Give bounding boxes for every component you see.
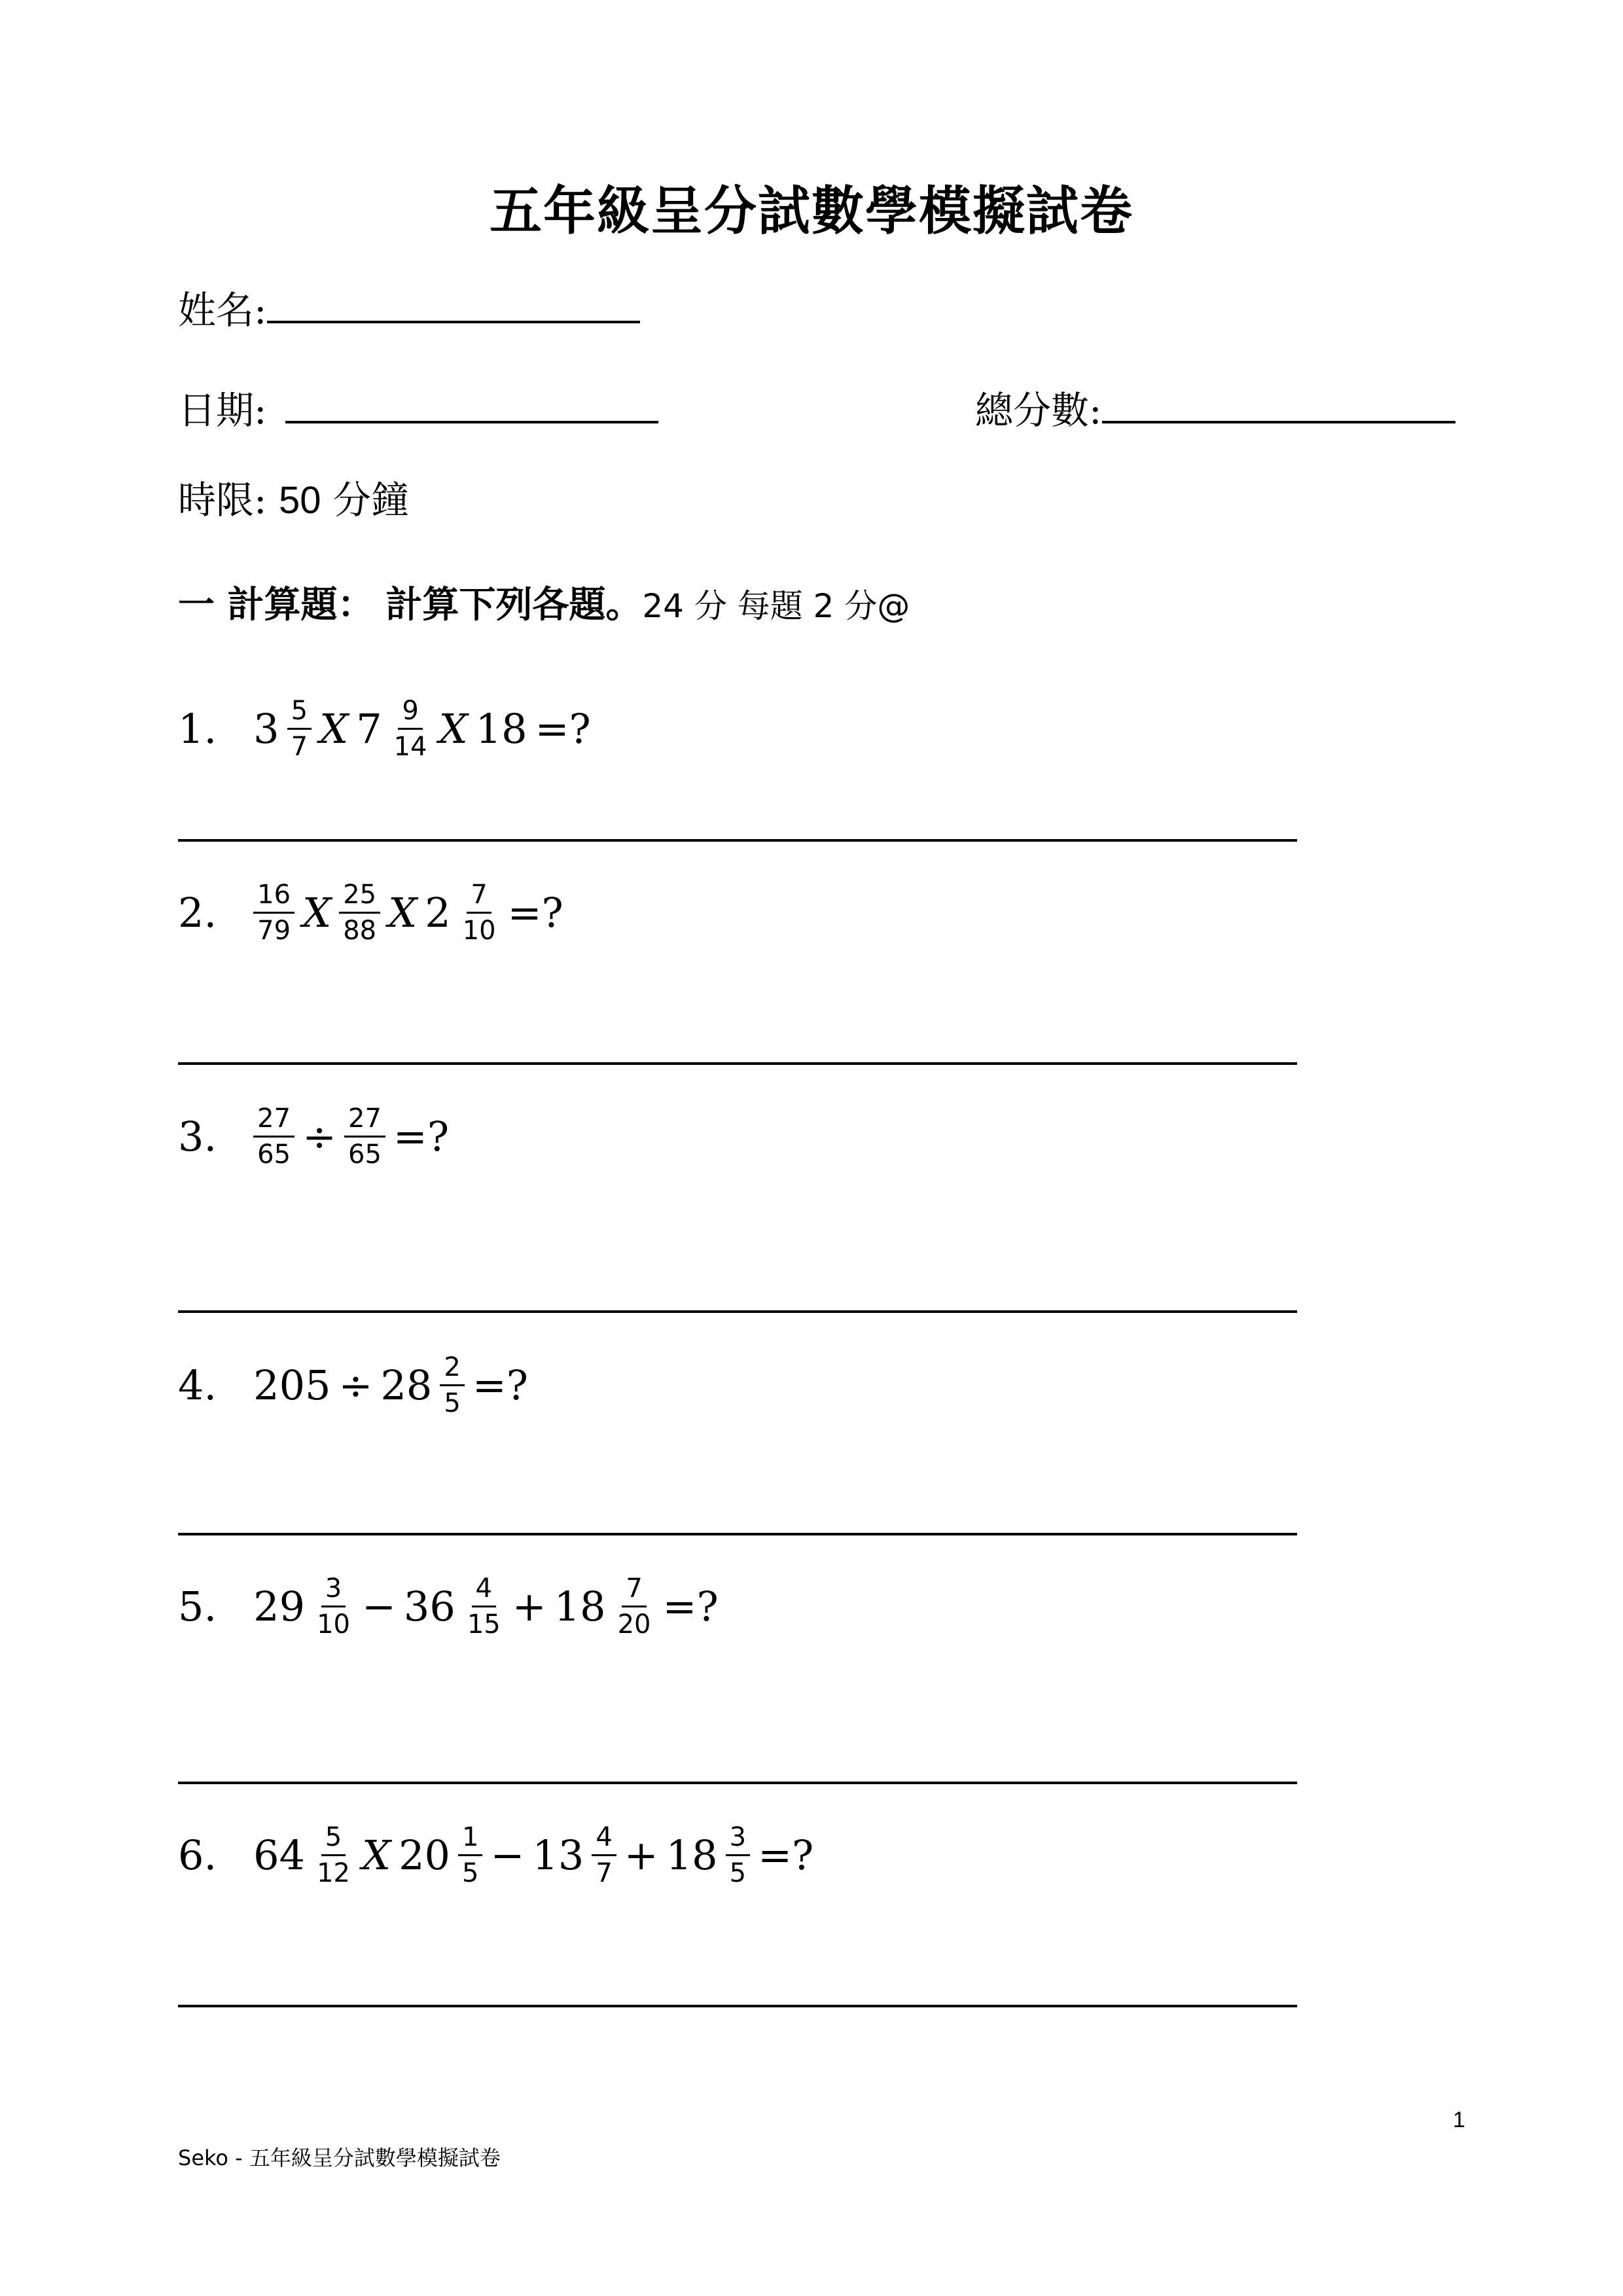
math-term: 28 [380,1361,433,1409]
math-term: 2 [425,889,451,937]
math-term: 64 [253,1831,306,1879]
math-term: 36 [403,1583,455,1630]
denominator: 5 [729,1858,747,1888]
numerator: 27 [344,1103,385,1138]
numerator: 16 [253,879,294,914]
page-footer: Seko - 五年級呈分試數學模擬試卷 [178,2145,501,2170]
name-field [178,283,640,332]
math-term: 18 [666,1831,718,1879]
denominator: 7 [291,732,308,762]
fraction [253,879,294,946]
denominator: 7 [596,1858,613,1888]
math-term: 29 [253,1583,306,1630]
denominator: 10 [462,916,496,946]
math-term: =? [662,1583,719,1630]
question-number: 3. [178,1113,217,1160]
question-number: 2. [178,889,217,937]
denominator: 65 [257,1139,291,1170]
total-score-blank[interactable] [1102,383,1455,423]
fraction [287,695,312,762]
time-limit-field [178,478,409,522]
fraction [463,1573,505,1640]
time-limit-value: 50 [278,479,321,522]
numerator: 4 [592,1821,616,1856]
question-expression [249,1821,817,1889]
denominator: 14 [393,732,427,762]
numerator: 27 [253,1103,294,1138]
date-blank[interactable] [285,383,658,423]
question-1 [178,695,595,762]
math-term: 20 [399,1831,451,1879]
question-5 [178,1573,722,1640]
math-term: 18 [475,705,527,753]
question-number: 6. [178,1831,217,1879]
page-title: 五年級呈分試數學模擬試卷 [490,181,1133,242]
question-expression [249,1352,532,1419]
date-label: 日期: [178,388,267,433]
total-score-field [975,383,1455,433]
numerator: 4 [472,1573,496,1607]
question-expression [249,1103,453,1170]
math-term: 7 [356,705,382,753]
question-number: 5. [178,1583,217,1630]
answer-line-2[interactable] [178,1062,1297,1065]
math-term: X [319,705,349,753]
fraction [344,1103,385,1170]
answer-line-6[interactable] [178,2005,1297,2007]
fraction [253,1103,294,1170]
math-term: ÷ [302,1113,337,1160]
fraction [313,1573,354,1640]
numerator: 2 [440,1352,464,1386]
page-number: 1 [1453,2108,1465,2132]
denominator: 65 [348,1139,382,1170]
fraction [592,1821,616,1889]
denominator: 15 [467,1609,501,1640]
total-score-label: 總分數: [975,388,1102,433]
math-term: − [361,1583,396,1630]
fraction [440,1352,464,1419]
section-instruction: 計算下列各題。 [385,584,643,626]
question-4 [178,1352,532,1419]
answer-line-1[interactable] [178,839,1297,842]
math-term: =? [393,1113,450,1160]
fraction [459,879,500,946]
answer-line-3[interactable] [178,1310,1297,1313]
fraction [313,1821,354,1889]
question-3 [178,1103,453,1170]
section-title: 一 計算題： [178,584,374,626]
question-6 [178,1821,817,1889]
numerator: 5 [287,695,312,730]
answer-line-4[interactable] [178,1533,1297,1535]
math-term: 13 [532,1831,584,1879]
fraction [339,879,380,946]
denominator: 5 [444,1388,461,1418]
time-limit-label: 時限: [178,478,267,522]
denominator: 12 [317,1858,350,1888]
numerator: 3 [726,1821,750,1856]
fraction [614,1573,655,1640]
answer-line-5[interactable] [178,1782,1297,1784]
numerator: 7 [622,1573,646,1607]
numerator: 25 [339,879,380,914]
denominator: 20 [617,1609,651,1640]
numerator: 3 [321,1573,346,1607]
math-term: =? [535,705,591,753]
time-limit-unit: 分鐘 [332,478,409,522]
section-heading [178,576,910,628]
name-label: 姓名: [178,288,267,332]
numerator: 5 [321,1821,346,1856]
math-term: 3 [253,705,279,753]
question-expression [249,1573,722,1640]
numerator: 1 [458,1821,482,1856]
numerator: 9 [398,695,422,730]
question-2 [178,879,567,946]
question-expression [249,695,595,762]
section-marks: 24 分 每題 2 分@ [642,587,910,625]
question-number: 4. [178,1361,217,1409]
numerator: 7 [467,879,491,914]
math-term: X [361,1831,391,1879]
fraction [726,1821,750,1889]
date-field [178,383,658,433]
question-number: 1. [178,705,217,753]
question-expression [249,879,567,946]
math-term: =? [472,1361,529,1409]
math-term: X [438,705,468,753]
fraction [390,695,431,762]
math-term: 205 [253,1361,331,1409]
math-term: =? [507,889,563,937]
math-term: ÷ [338,1361,373,1409]
math-term: X [302,889,332,937]
math-term: − [490,1831,525,1879]
math-term: + [624,1831,658,1879]
name-blank[interactable] [267,283,640,323]
denominator: 88 [343,916,377,946]
denominator: 5 [462,1858,479,1888]
math-term: + [512,1583,546,1630]
denominator: 10 [317,1609,350,1640]
denominator: 79 [257,916,291,946]
math-term: =? [758,1831,814,1879]
math-term: X [388,889,418,937]
math-term: 18 [554,1583,606,1630]
fraction [458,1821,482,1889]
